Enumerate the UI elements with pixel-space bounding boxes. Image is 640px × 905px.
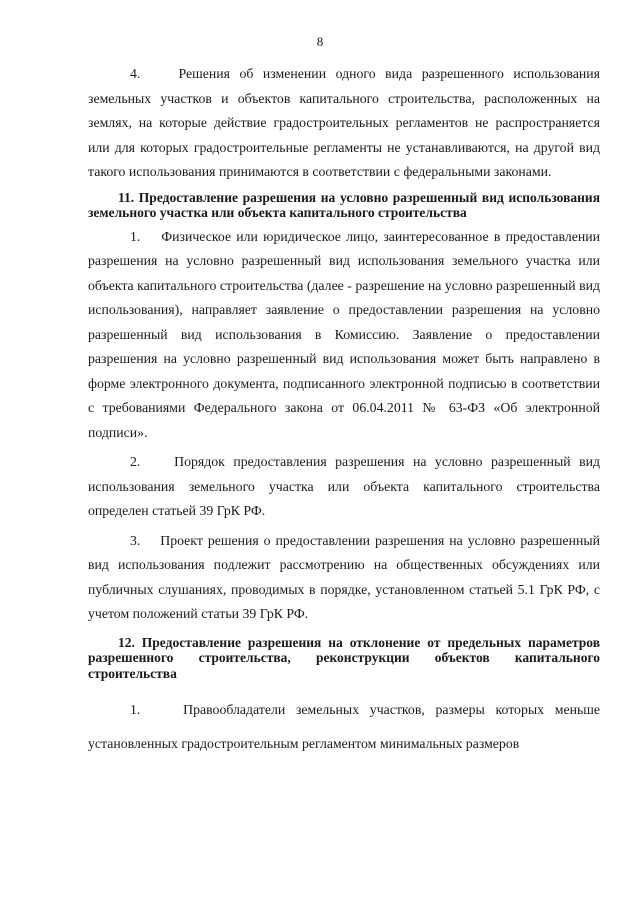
section-11-item-1: 1. Физическое или юридическое лицо, заинтересованное в предоставлении разрешения на условно разрешенный вид использования земельного участка или объекта капитального строительства (далее - разрешение на условно разрешенный вид использования), направляет заявление о предоставлении разрешения на условно разрешенный вид использования в Комиссию. Заявление о предоставлении разрешения на условно разрешенный вид использования может быть направлено в форме электронного документа, подписанного электронной подписью в соответствии с требованиями Федерального закона от 06.04.2011 № 63-ФЗ «Об электронной подписи».: [88, 228, 600, 440]
section-12-heading: 12. Предоставление разрешения на отклонение от предельных параметров разрешенного строительства, реконструкции объектов капитального строительства: [88, 634, 600, 681]
document-body: [88, 62, 600, 761]
section-11-item-2: 2. Порядок предоставления разрешения на условно разрешенный вид использования земельного участка или объекта капитального строительства определен статьей 39 ГрК РФ.: [88, 454, 600, 518]
page-number: 8: [316, 34, 324, 49]
section-11-item-3: 3. Проект решения о предоставлении разрешения на условно разрешенный вид использования подлежит рассмотрению на общественных обсуждениях или публичных слушаниях, проводимых в порядке, установленном статьей 5.1 ГрК РФ, с учетом положений статьи 39 ГрК РФ.: [88, 532, 600, 621]
section-11-heading: 11. Предоставление разрешения на условно разрешенный вид использования земельного участка или объекта капитального строительства: [88, 189, 600, 220]
section-12-item-1: 1. Правообладатели земельных участков, размеры которых меньше установленных градостроительным регламентом минимальных размеров: [88, 702, 600, 751]
paragraph-item-4: 4. Решения об изменении одного вида разрешенного использования земельных участков и объектов капитального строительства, расположенных на землях, на которые действие градостроительных регламентов не распространяется или для которых градостроительные регламенты не устанавливаются, на другой вид такого использования принимаются в соответствии с федеральными законами.: [88, 66, 600, 179]
